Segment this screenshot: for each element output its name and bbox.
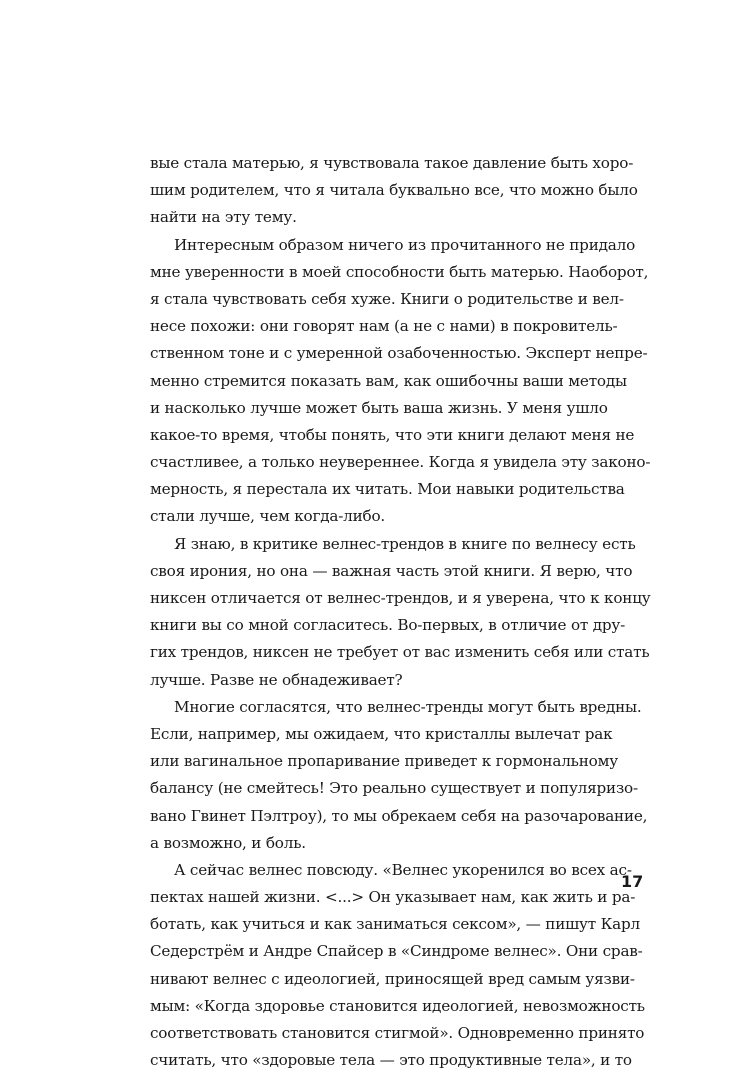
text-line: а возможно, и боль. — [150, 833, 306, 852]
text-line: балансу (не смейтесь! Это реально существует и популяризо- — [150, 779, 638, 798]
text-line: соответствовать становится стигмой». Одновременно принято — [150, 1024, 645, 1042]
text-line: менно стремится показать вам, как ошибочны ваши методы — [150, 371, 627, 390]
text-line: Интересным образом ничего из прочитанного не придало — [174, 235, 636, 254]
text-line: книги вы со мной согласитесь. Во-первых, в отличие от дру- — [150, 616, 626, 635]
text-line: пектах нашей жизни. <...> Он указывает нам, как жить и ра- — [150, 888, 636, 907]
text-line: нивают велнес с идеологией, приносящей вред самым уязви- — [150, 969, 635, 988]
text-line: шим родителем, что я читала буквально все, что можно было — [150, 181, 638, 200]
text-line: ственном тоне и с умеренной озабоченностью. Эксперт непре- — [150, 344, 648, 363]
text-line: мне уверенности в моей способности быть матерью. Наоборот, — [150, 262, 649, 281]
text-line: лучше. Разве не обнадеживает? — [150, 670, 403, 689]
text-line: найти на эту тему. — [150, 208, 297, 227]
text-line: гих трендов, никсен не требует от вас изменить себя или стать — [150, 643, 650, 662]
text-line: стали лучше, чем когда-либо. — [150, 507, 386, 526]
text-line: вано Гвинет Пэлтроу), то мы обрекаем себя на разочарование, — [150, 806, 648, 825]
text-line: Седерстрём и Андре Спайсер в «Синдроме велнес». Они срав- — [150, 942, 643, 961]
text-line: вые стала матерью, я чувствовала такое давление быть хоро- — [150, 154, 634, 172]
text-line: никсен отличается от велнес-трендов, и я уверена, что к концу — [150, 589, 651, 607]
text-line: счастливее, а только неувереннее. Когда я увидела эту законо- — [150, 453, 651, 472]
page-number: 17 — [621, 872, 644, 891]
text-line: своя ирония, но она — важная часть этой книги. Я верю, что — [150, 561, 633, 580]
text-line: какое-то время, чтобы понять, что эти книги делают меня не — [150, 425, 635, 444]
text-line: мым: «Когда здоровье становится идеологией, невозможность — [150, 996, 645, 1015]
text-line: Если, например, мы ожидаем, что кристаллы вылечат рак — [150, 724, 613, 743]
text-line: А сейчас велнес повсюду. «Велнес укоренился во всех ас- — [174, 860, 632, 879]
text-line: Я знаю, в критике велнес-трендов в книге по велнесу есть — [174, 534, 636, 553]
text-line: несе похожи: они говорят нам (а не с нами) в покровитель- — [150, 317, 618, 336]
text-line: Многие согласятся, что велнес-тренды могут быть вредны. — [174, 697, 642, 716]
text-line: ботать, как учиться и как заниматься сексом», — пишут Карл — [150, 915, 640, 934]
text-line: и насколько лучше может быть ваша жизнь. У меня ушло — [150, 398, 608, 417]
text-line: мерность, я перестала их читать. Мои навыки родительства — [150, 480, 625, 499]
text-line: или вагинальное пропаривание приведет к гормональному — [150, 752, 618, 771]
text-line: я стала чувствовать себя хуже. Книги о родительстве и вел- — [150, 289, 624, 308]
text-line: считать, что «здоровые тела — это продуктивные тела», и то — [150, 1051, 632, 1070]
